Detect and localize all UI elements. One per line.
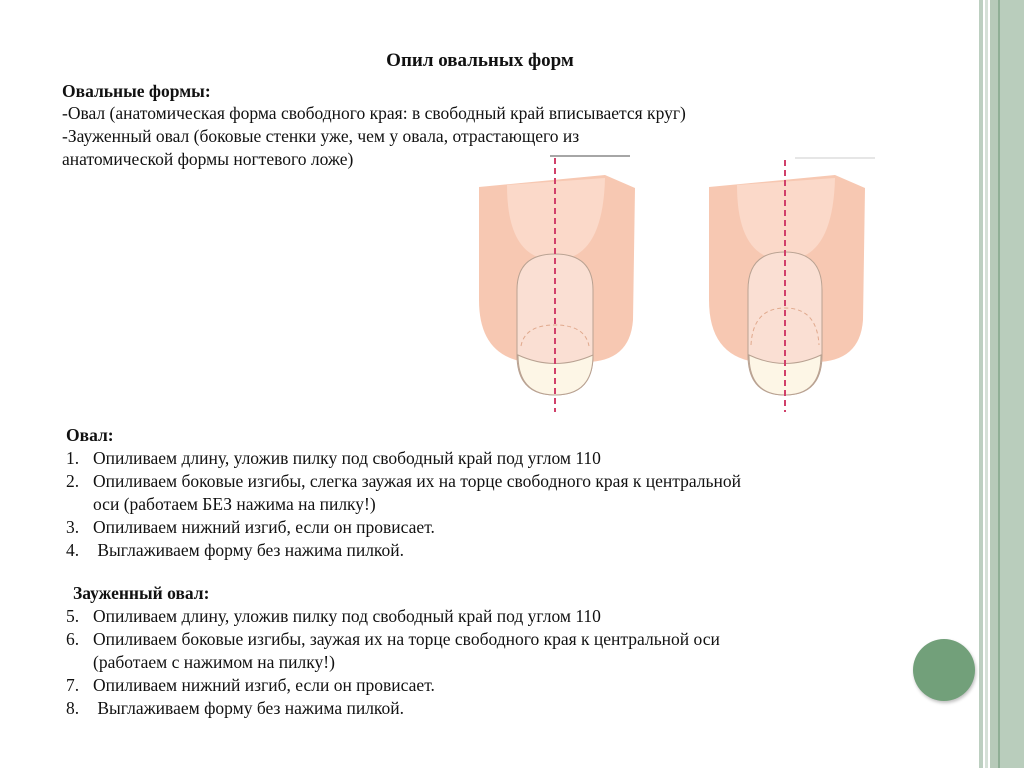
- list-item: 2. Опиливаем боковые изгибы, слегка заужая их на торце свободного края к центральной оси (работаем БЕЗ нажима на пилку!): [66, 471, 741, 514]
- list-item: 1. Опиливаем длину, уложив пилку под свободный край под углом 110: [66, 448, 601, 468]
- decorative-circle: [913, 639, 975, 701]
- list-item: 6. Опиливаем боковые изгибы, заужая их на торце свободного края к центральной оси (работаем с нажимом на пилку!): [66, 629, 720, 672]
- list-item: 7. Опиливаем нижний изгиб, если он провисает.: [66, 675, 435, 695]
- oval-nail-figure: [479, 158, 635, 412]
- nail-shapes-illustration: [465, 150, 885, 420]
- list-item: 3. Опиливаем нижний изгиб, если он провисает.: [66, 517, 435, 537]
- decorative-border: [979, 0, 1024, 768]
- narrow-oval-nail-figure: [709, 160, 865, 412]
- list-item: 4. Выглаживаем форму без нажима пилкой.: [66, 540, 405, 560]
- list-item: 8. Выглаживаем форму без нажима пилкой.: [66, 698, 405, 718]
- list-item: 5. Опиливаем длину, уложив пилку под свободный край под углом 110: [66, 606, 601, 626]
- oval-heading: Овал:: [66, 425, 114, 445]
- narrow-oval-heading: Зауженный овал:: [73, 583, 210, 603]
- intro-line: -Овал (анатомическая форма свободного края: в свободный край вписывается круг): [62, 103, 686, 123]
- intro-heading: Овальные формы:: [62, 81, 211, 101]
- intro-line: -Зауженный овал (боковые стенки уже, чем у овала, отрастающего из: [62, 126, 580, 146]
- intro-line: анатомической формы ногтевого ложе): [62, 149, 354, 169]
- slide-title: Опил овальных форм: [386, 50, 574, 71]
